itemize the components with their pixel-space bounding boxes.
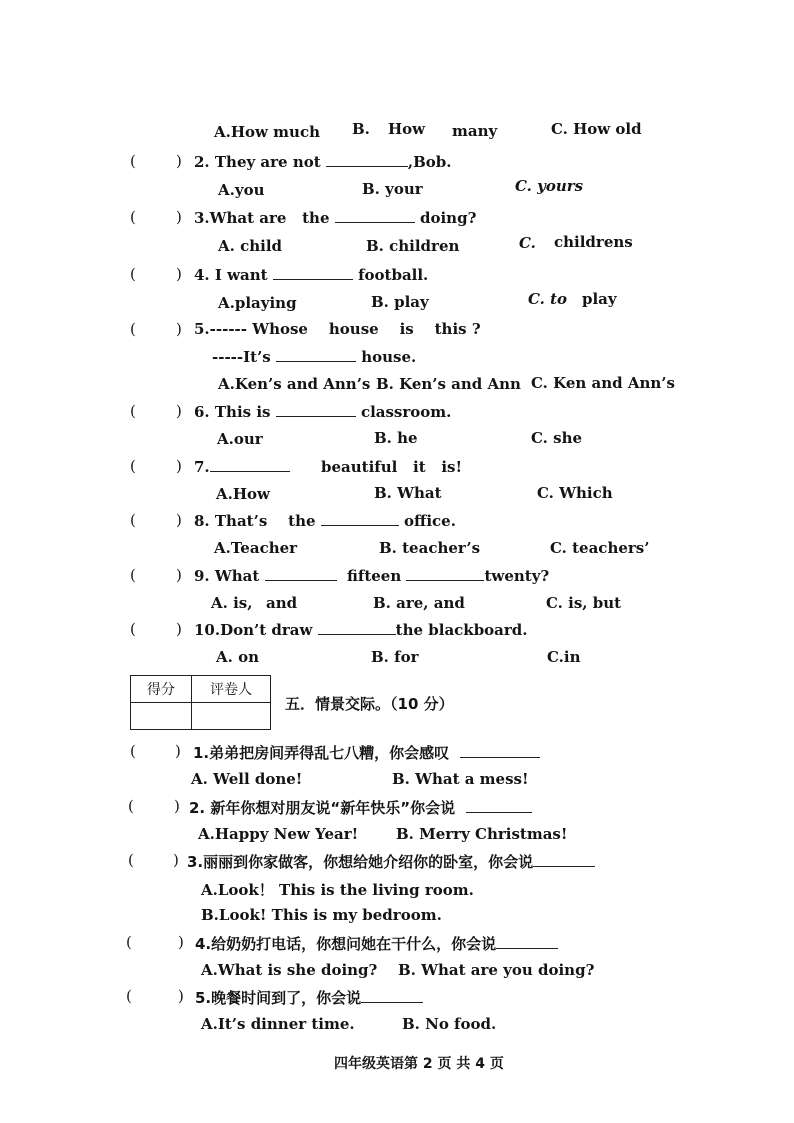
q9-option-c: C. is, but <box>546 594 622 612</box>
q4-option-a: A.playing <box>218 294 297 312</box>
answer-paren-close[interactable]: ) <box>176 265 182 283</box>
q10-option-c: C.in <box>547 648 581 666</box>
answer-paren-close[interactable]: ) <box>176 208 182 226</box>
answer-paren-close[interactable]: ) <box>176 566 182 584</box>
score-table <box>130 675 271 730</box>
p5-q2-option-b: B. Merry Christmas! <box>396 825 568 843</box>
answer-paren-open: ( <box>130 265 136 283</box>
answer-paren-open: ( <box>130 457 136 475</box>
q6-option-a: A.our <box>217 430 263 448</box>
q7-option-a: A.How <box>216 485 270 503</box>
q8-stem: 8. That’s the office. <box>194 512 456 530</box>
q5-option-a: A.Ken’s and Ann’s <box>218 375 371 393</box>
q3-option-b: B. children <box>366 237 460 255</box>
q9-stem: 9. What fifteen twenty? <box>194 567 550 585</box>
q5-stem-line2: -----It’s house. <box>212 348 417 366</box>
q6-option-c: C. she <box>531 429 583 447</box>
answer-paren-open: ( <box>130 742 136 760</box>
p5-q3-option-a: A.Look！ This is the living room. <box>201 881 474 899</box>
q2-option-c: C. yours <box>515 177 584 195</box>
q5-option-c: C. Ken and Ann’s <box>531 374 675 392</box>
answer-paren-open: ( <box>130 511 136 529</box>
score-cell[interactable] <box>131 703 192 730</box>
answer-paren-open: ( <box>130 320 136 338</box>
q4-stem: 4. I want football. <box>194 266 429 284</box>
q9-option-a-word: and <box>266 594 298 612</box>
p5-q2-option-a: A.Happy New Year! <box>198 825 359 843</box>
p5-q5-stem: 5.晚餐时间到了，你会说 <box>195 987 423 1008</box>
q3-option-c: C. <box>519 234 536 252</box>
q2-option-a: A.you <box>218 181 265 199</box>
q4-option-b: B. play <box>371 293 429 311</box>
answer-paren-open: ( <box>126 987 132 1005</box>
answer-paren-open: ( <box>130 208 136 226</box>
q7-stem: 7. beautiful it is! <box>194 458 463 476</box>
q1-option-a: A.How much <box>214 123 320 141</box>
q1-option-b-word2: many <box>452 122 498 140</box>
q10-stem: 10.Don’t draw the blackboard. <box>194 621 528 639</box>
p5-q2-stem: 2. 新年你想对朋友说“新年快乐”你会说 <box>189 797 532 818</box>
answer-paren-open: ( <box>130 402 136 420</box>
q9-option-b: B. are, and <box>373 594 465 612</box>
q8-option-a: A.Teacher <box>214 539 298 557</box>
q9-option-a: A. is, <box>211 594 253 612</box>
answer-paren-close[interactable]: ) <box>175 742 181 760</box>
q10-option-a: A. on <box>216 648 259 666</box>
answer-paren-close[interactable]: ) <box>176 152 182 170</box>
answer-paren-open: ( <box>128 797 134 815</box>
q1-option-b: B. <box>352 120 370 138</box>
q1-option-c: C. How old <box>551 120 642 138</box>
answer-paren-close[interactable]: ) <box>178 987 184 1005</box>
p5-q1-stem: 1.弟弟把房间弄得乱七八糟，你会感叹 <box>193 742 540 763</box>
q8-option-b: B. teacher’s <box>379 539 481 557</box>
p5-q3-option-b: B.Look! This is my bedroom. <box>201 906 442 924</box>
answer-paren-close[interactable]: ) <box>173 851 179 869</box>
answer-paren-close[interactable]: ) <box>176 511 182 529</box>
q2-option-b: B. your <box>362 180 423 198</box>
answer-paren-close[interactable]: ) <box>176 320 182 338</box>
p5-q4-option-b: B. What are you doing? <box>398 961 595 979</box>
q5-option-b: B. Ken’s and Ann <box>376 375 521 393</box>
q4-option-c-word: play <box>582 290 617 308</box>
answer-paren-close[interactable]: ) <box>178 933 184 951</box>
answer-paren-close[interactable]: ) <box>176 457 182 475</box>
answer-paren-close[interactable]: ) <box>176 402 182 420</box>
p5-q5-option-b: B. No food. <box>402 1015 497 1033</box>
q5-stem-line1: 5.------ Whose house is this ? <box>194 320 481 338</box>
answer-paren-open: ( <box>126 933 132 951</box>
p5-q4-option-a: A.What is she doing? <box>201 961 378 979</box>
part5-title: 五．情景交际。（10 分） <box>285 695 454 713</box>
q6-stem: 6. This is classroom. <box>194 403 452 421</box>
q3-option-c-word: childrens <box>554 233 633 251</box>
p5-q4-stem: 4.给奶奶打电话，你想问她在干什么，你会说 <box>195 933 558 954</box>
p5-q1-option-b: B. What a mess! <box>392 770 529 788</box>
q7-option-c: C. Which <box>537 484 613 502</box>
p5-q1-option-a: A. Well done! <box>191 770 303 788</box>
q2-stem: 2. They are not ,Bob. <box>194 153 452 171</box>
answer-paren-open: ( <box>130 566 136 584</box>
answer-paren-close[interactable]: ) <box>174 797 180 815</box>
grader-label: 评卷人 <box>192 676 271 703</box>
q10-option-b: B. for <box>371 648 419 666</box>
answer-paren-open: ( <box>130 620 136 638</box>
q8-option-c: C. teachers’ <box>550 539 650 557</box>
p5-q3-stem: 3.丽丽到你家做客，你想给她介绍你的卧室，你会说 <box>187 851 595 872</box>
q4-option-c: C. to <box>528 290 568 308</box>
q7-option-b: B. What <box>374 484 442 502</box>
score-label: 得分 <box>131 676 192 703</box>
answer-paren-open: ( <box>128 851 134 869</box>
answer-paren-open: ( <box>130 152 136 170</box>
p5-q5-option-a: A.It’s dinner time. <box>201 1015 355 1033</box>
q1-option-b-word1: How <box>388 120 426 138</box>
page-footer: 四年级英语第 2 页 共 4 页 <box>334 1056 504 1072</box>
q3-option-a: A. child <box>218 237 283 255</box>
grader-cell[interactable] <box>192 703 271 730</box>
answer-paren-close[interactable]: ) <box>176 620 182 638</box>
q6-option-b: B. he <box>374 429 418 447</box>
q3-stem: 3.What are the doing? <box>194 209 477 227</box>
